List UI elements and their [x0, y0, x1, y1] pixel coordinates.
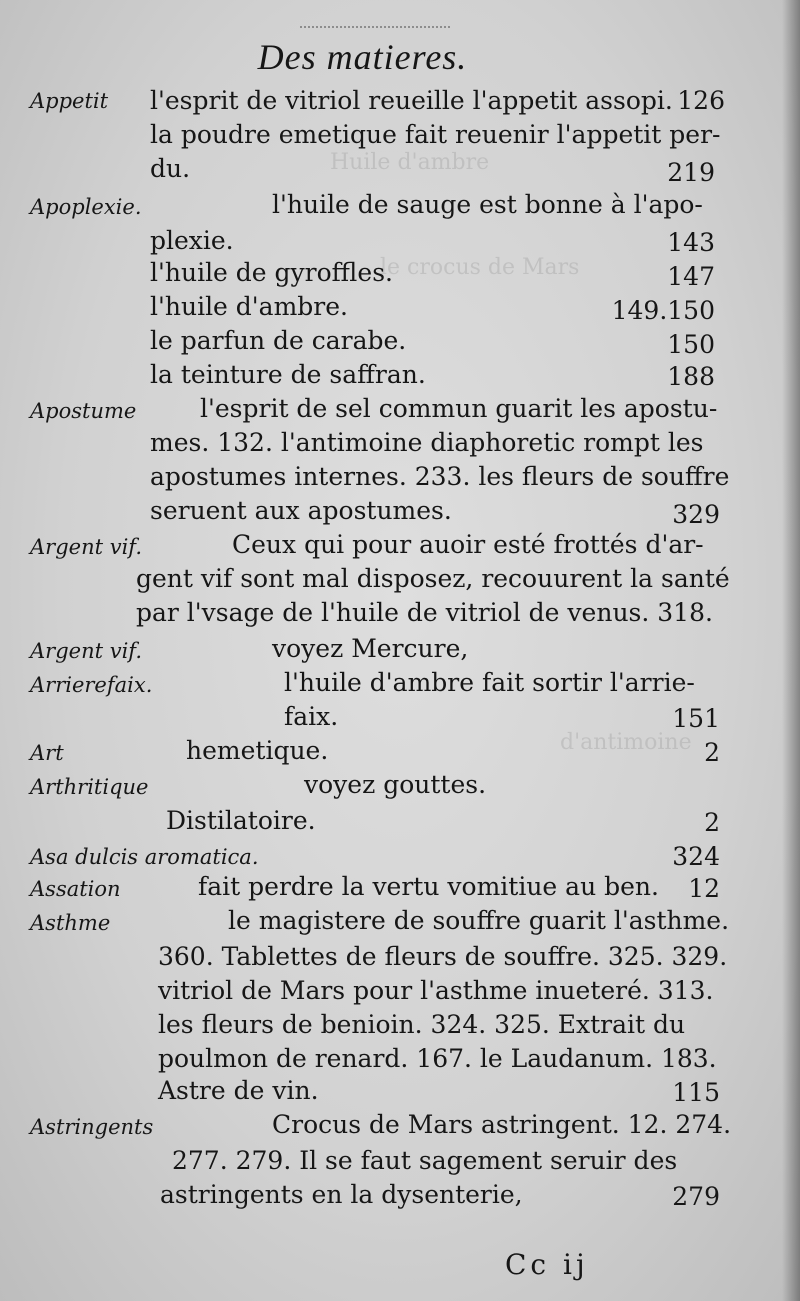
entry-line: le magistere de souffre guarit l'asthme. [228, 906, 730, 935]
entry-line: la poudre emetique fait reuenir l'appetit per- [150, 120, 721, 149]
entry-line: Crocus de Mars astringent. 12. 274. [272, 1110, 732, 1139]
page-ref: 147 [667, 262, 715, 291]
page-ref: 126 [677, 86, 725, 115]
page-ref: 2 [704, 808, 720, 837]
index-keyword: Asthme [30, 911, 111, 935]
index-keyword: Apoplexie. [30, 195, 142, 219]
entry-line: fait perdre la vertu vomitiue au ben. [198, 872, 659, 901]
index-keyword: Asa dulcis aromatica. [30, 845, 259, 869]
entry-line: du. [150, 154, 191, 183]
index-keyword: Appetit [30, 89, 109, 113]
page-title: Des matieres. [257, 37, 468, 77]
index-keyword: Argent vif. [30, 639, 142, 663]
entry-line: vitriol de Mars pour l'asthme inueteré. 313. [158, 976, 714, 1005]
page-ref: 219 [667, 158, 715, 187]
page-ref: 12 [688, 874, 720, 903]
entry-line: apostumes internes. 233. les fleurs de souffre [150, 462, 730, 491]
index-keyword: Assation [30, 877, 121, 901]
page-ref: 150 [667, 330, 715, 359]
index-keyword: Apostume [30, 399, 137, 423]
bleed-through-text: Huile d'ambre [330, 150, 490, 175]
page-ref: 151 [672, 704, 720, 733]
bleed-through-text: le crocus de Mars [380, 255, 580, 280]
entry-line: l'huile d'ambre fait sortir l'arrie- [284, 668, 695, 697]
entry-line: l'esprit de sel commun guarit les apostu- [200, 394, 718, 423]
page-edge-shadow [782, 0, 800, 1301]
page-ref: 329 [672, 500, 720, 529]
index-keyword: Argent vif. [30, 535, 142, 559]
entry-line: l'huile d'ambre. [150, 292, 348, 321]
page-ref: 2 [704, 738, 720, 767]
index-keyword: Arthritique [30, 775, 149, 799]
entry-line: voyez Mercure, [272, 634, 469, 663]
page-ref: 188 [667, 362, 715, 391]
entry-line: 360. Tablettes de fleurs de souffre. 325. 329. [158, 942, 728, 971]
entry-line: la teinture de saffran. [150, 360, 426, 389]
page-ref: 115 [672, 1078, 720, 1107]
entry-line: Distilatoire. [166, 806, 316, 835]
entry-line: Astre de vin. [158, 1076, 319, 1105]
entry-line: par l'vsage de l'huile de vitriol de venus. 318. [136, 598, 713, 627]
entry-line: l'huile de gyroffles. [150, 258, 394, 287]
entry-line: gent vif sont mal disposez, recouurent la santé [136, 564, 730, 593]
entry-line: plexie. [150, 226, 234, 255]
entry-line: l'esprit de vitriol reueille l'appetit assopi. [150, 86, 673, 115]
page-ref: 143 [667, 228, 715, 257]
entry-line: astringents en la dysenterie, [160, 1180, 523, 1209]
entry-line: poulmon de renard. 167. le Laudanum. 183. [158, 1044, 717, 1073]
signature-mark: Cc ij [505, 1248, 589, 1281]
entry-line: le parfun de carabe. [150, 326, 407, 355]
index-keyword: Arrierefaix. [30, 673, 153, 697]
entry-line: mes. 132. l'antimoine diaphoretic rompt les [150, 428, 704, 457]
entry-line: hemetique. [186, 736, 329, 765]
entry-line: faix. [284, 702, 339, 731]
page-ref: 324 [672, 842, 720, 871]
entry-line: Ceux qui pour auoir esté frottés d'ar- [232, 530, 704, 559]
index-keyword: Art [30, 741, 64, 765]
index-keyword: Astringents [30, 1115, 154, 1139]
entry-line: 277. 279. Il se faut sagement seruir des [172, 1146, 678, 1175]
page-ref: 279 [672, 1182, 720, 1211]
entry-line: seruent aux apostumes. [150, 496, 452, 525]
page-ref: 149.150 [611, 296, 715, 325]
entry-line: les fleurs de benioin. 324. 325. Extrait du [158, 1010, 686, 1039]
bleed-through-text: d'antimoine [560, 730, 692, 755]
entry-line: l'huile de sauge est bonne à l'apo- [272, 190, 703, 219]
entry-line: voyez gouttes. [304, 770, 487, 799]
